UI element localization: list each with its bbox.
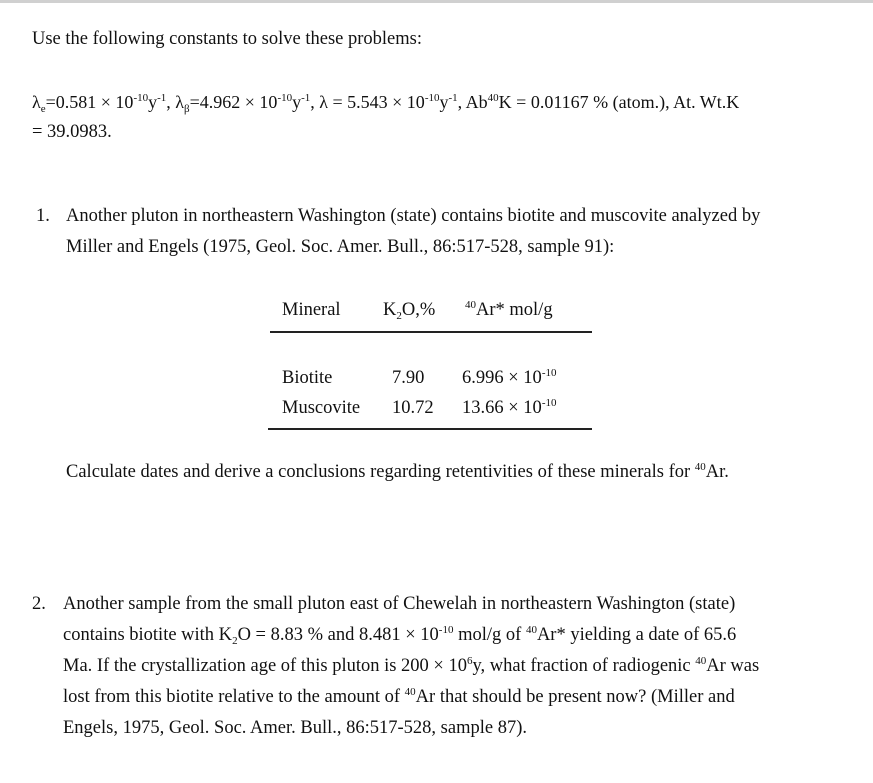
lambda-e-unit-exponent: -1 — [157, 92, 167, 104]
abundance-prefix: , Ab — [457, 92, 488, 112]
top-border — [0, 0, 873, 3]
row-ar: $6.996 \times 10^{-10}$ — [462, 367, 557, 388]
problem-2-line-1: Another sample from the small pluton east of Chewelah in northeastern Washington (state) — [63, 594, 736, 614]
problem-1-number: 1. — [36, 206, 50, 226]
row-ar: $13.66 \times 10^{-10}$ — [462, 397, 557, 418]
lambda-b-symbol: λ — [175, 92, 185, 112]
problem-2-line-3: Ma. If the crystallization age of this pluton is $200 \times 10^6y$, what fraction of radiogenic $^{40}$Ar was — [63, 655, 760, 676]
lambda-e-value: =0.581 × 10 — [45, 92, 134, 112]
lambda-unit-exponent: -1 — [448, 92, 458, 104]
problem-2-line-4: lost from this biotite relative to the amount of $^{40}$Ar that should be present now? (Miller and — [63, 686, 735, 707]
lambda-b-subscript: β — [184, 103, 190, 115]
problem-1-line-2: Miller and Engels (1975, Geol. Soc. Amer. Bull., 86:517-528, sample 91): — [66, 237, 615, 257]
row-k2o: 7.90 — [392, 368, 425, 388]
separator: , — [166, 92, 176, 112]
lambda-exponent: -10 — [424, 92, 440, 104]
lambda-b-unit: y — [292, 92, 302, 112]
problem-1-line-1: Another pluton in northeastern Washington (state) contains biotite and muscovite analyzed by — [66, 206, 761, 226]
header-mineral: Mineral — [282, 300, 341, 320]
lambda-b-exponent: -10 — [277, 92, 293, 104]
lambda-b-unit-exponent: -1 — [301, 92, 311, 104]
constants-line-2: = 39.0983. — [32, 122, 112, 142]
lambda-unit: y — [439, 92, 449, 112]
abundance-superscript: 40 — [487, 92, 499, 104]
problem-2-line-5: Engels, 1975, Geol. Soc. Amer. Bull., 86:517-528, sample 87). — [63, 718, 527, 738]
lambda-e-exponent: -10 — [133, 92, 149, 104]
problem-1-question: Calculate dates and derive a conclusions regarding retentivities of these minerals for $^{40}$Ar. — [66, 461, 729, 482]
lambda-e-symbol: λ — [32, 92, 41, 112]
intro-text: Use the following constants to solve these problems: — [32, 29, 422, 49]
row-mineral: Biotite — [282, 368, 333, 388]
header-k2o: $K_2O,\%$ — [383, 300, 436, 322]
lambda-value: λ = 5.543 × 10 — [319, 92, 425, 112]
table-header-rule — [270, 331, 592, 333]
abundance-value: K = 0.01167 % (atom.), At. Wt.K — [498, 92, 740, 112]
problem-2-number: 2. — [32, 594, 46, 614]
constants-line-1 — [32, 92, 740, 115]
problem-2-line-2: contains biotite with $K_2O = 8.83$ % and $8.481 \times 10^{-10}$ mol/g of $^{40}$Ar* yielding a date of 65.6 — [63, 624, 737, 647]
lambda-e-unit: y — [148, 92, 158, 112]
row-mineral: Muscovite — [282, 398, 361, 418]
row-k2o: 10.72 — [392, 398, 434, 418]
table-bottom-rule — [268, 428, 592, 430]
header-ar: $^{40}$Ar* mol/g — [465, 299, 553, 320]
lambda-e-subscript: e — [40, 103, 46, 115]
separator: , — [310, 92, 320, 112]
lambda-b-value: =4.962 × 10 — [189, 92, 278, 112]
